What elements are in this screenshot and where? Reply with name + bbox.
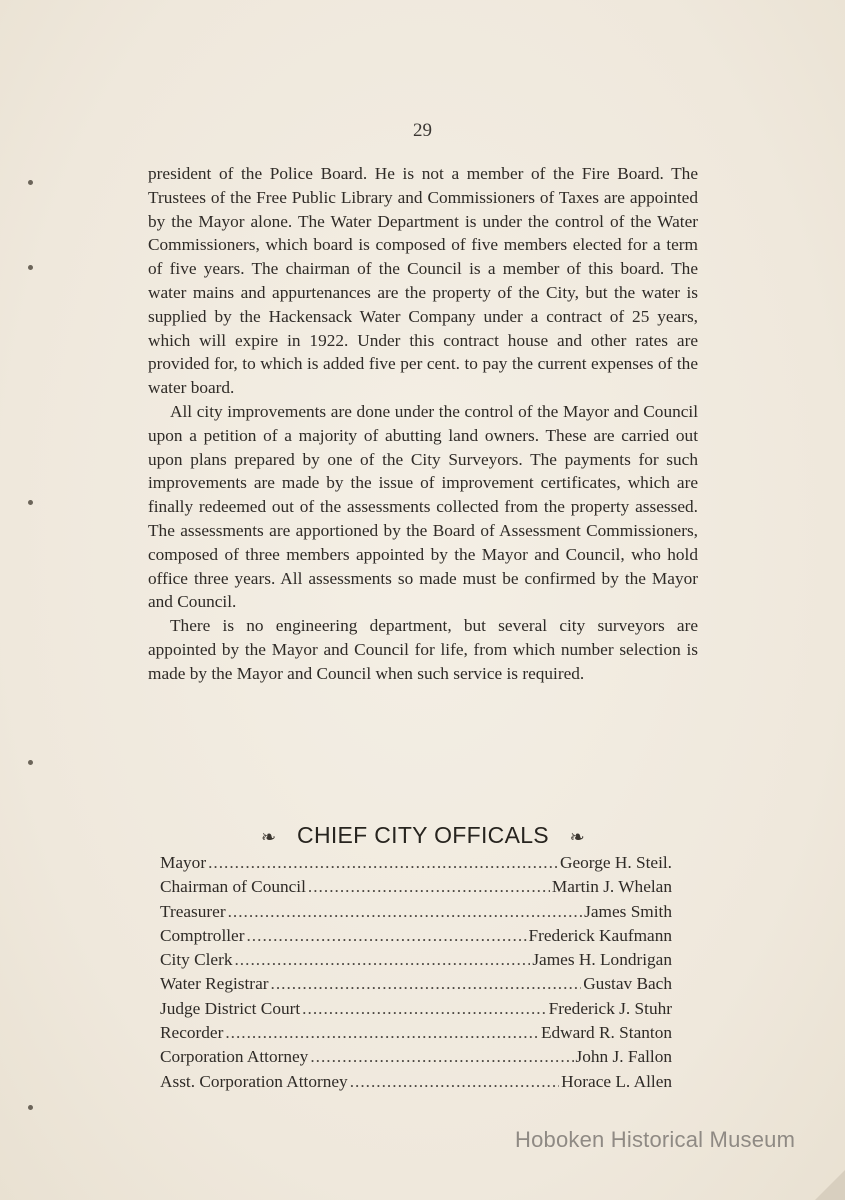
dot-leader — [302, 999, 546, 1019]
official-row — [160, 877, 672, 901]
official-row — [160, 1072, 672, 1096]
binding-hole-mark — [28, 1105, 33, 1110]
official-name: Frederick Kaufmann — [528, 925, 672, 945]
dot-leader — [225, 1023, 539, 1043]
official-row — [160, 926, 672, 950]
official-name: George H. Steil. — [560, 853, 672, 872]
official-name: Edward R. Stanton — [540, 1023, 672, 1043]
binding-hole-mark — [28, 760, 33, 765]
official-title: Recorder — [160, 1023, 224, 1043]
official-title: Treasurer — [160, 901, 226, 921]
page-corner-fold — [815, 1170, 845, 1200]
official-name: Gustav Bach — [583, 974, 672, 994]
official-name: Martin J. Whelan — [551, 877, 672, 897]
dot-leader — [246, 926, 526, 946]
section-heading — [148, 822, 698, 849]
official-title: Mayor — [160, 853, 207, 872]
official-title: Chairman of Council — [160, 877, 306, 897]
official-title: City Clerk — [160, 950, 233, 970]
dot-leader — [271, 974, 582, 994]
floral-ornament-icon: ❧ — [569, 827, 586, 847]
dot-leader — [308, 877, 550, 897]
binding-hole-mark — [28, 265, 33, 270]
official-title: Corporation Attorney — [160, 1047, 309, 1067]
dot-leader — [310, 1047, 573, 1067]
official-title: Asst. Corporation Attorney — [160, 1071, 348, 1091]
museum-watermark: Hoboken Historical Museum — [515, 1127, 796, 1152]
official-name: James Smith — [584, 901, 672, 921]
heading-text: CHIEF CITY OFFICALS — [297, 822, 549, 848]
paragraph: president of the Police Board. He is not a member of the Fire Board. The Trustees of the Free Public Library and Commissioners of Taxes are appointed by the Mayor alone. The Water Department is under the control of the Water Commissioners, which board is composed of five members elected for a term of five years. The chairman of the Council is a member of this board. The water mains and appurtenances are the property of the City, but the water is supplied by the Hackensack Water Company under a contract of 25 years, which will expire in 1922. Under this contract house and other rates are provided for, to which is added five per cent. to pay the current expenses of the water board. — [148, 164, 698, 398]
official-name: Horace L. Allen — [561, 1071, 672, 1091]
official-row — [160, 1023, 672, 1047]
official-row — [160, 853, 672, 877]
official-title: Judge District Court — [160, 998, 301, 1018]
official-row — [160, 999, 672, 1023]
paragraph: All city improvements are done under the control of the Mayor and Council upon a petition of a majority of abutting land owners. These are carried out upon plans prepared by one of the City Surveyors. The payments for such improvements are made by the issue of improvement certificates, which are finally redeemed out of the assessments collected from the property assessed. The assessments are apportioned by the Board of Assessment Commissioners, composed of three members appointed by the Mayor and Council, who hold office three years. All assessments so made must be confirmed by the Mayor and Council. — [148, 401, 698, 612]
official-row — [160, 1047, 672, 1071]
official-row — [160, 950, 672, 974]
paragraph: There is no engineering department, but several city surveyors are appointed by the Mayor and Council for life, from which number selection is made by the Mayor and Council when such service is required. — [148, 616, 698, 683]
official-name: Frederick J. Stuhr — [548, 998, 672, 1018]
official-name: James H. Londrigan — [532, 950, 672, 970]
official-name: John J. Fallon — [575, 1047, 672, 1067]
body-text — [148, 162, 698, 686]
binding-hole-mark — [28, 500, 33, 505]
official-title: Comptroller — [160, 925, 245, 945]
dot-leader — [234, 950, 530, 970]
page-number: 29 — [413, 120, 432, 141]
dot-leader — [228, 902, 583, 922]
dot-leader — [350, 1072, 559, 1092]
floral-ornament-icon: ❧ — [260, 827, 277, 847]
official-row — [160, 974, 672, 998]
dot-leader — [208, 853, 558, 873]
official-title: Water Registrar — [160, 974, 269, 994]
officials-list — [160, 853, 672, 1096]
official-row — [160, 902, 672, 926]
binding-hole-mark — [28, 180, 33, 185]
